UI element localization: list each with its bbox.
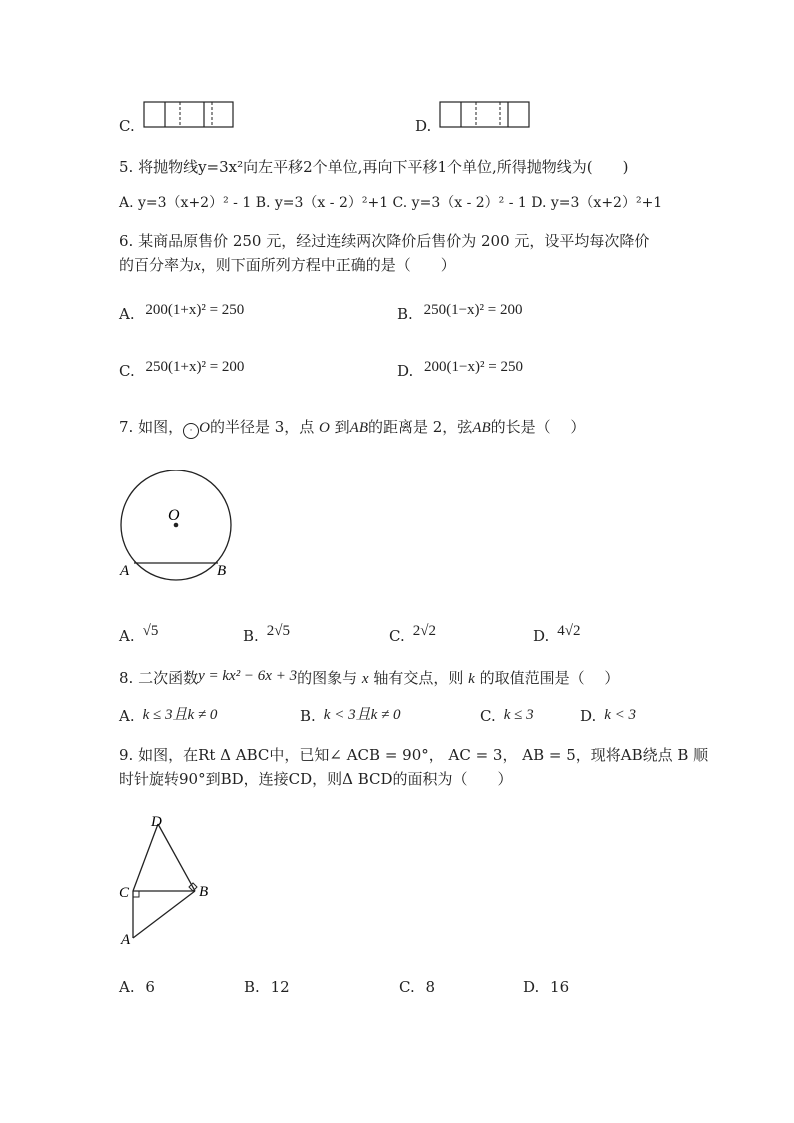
q8-option-c: C. k ≤ 3 (480, 707, 534, 725)
q6-stem-line2: 的百分率为x，则下面所列方程中正确的是（ ） (119, 256, 456, 274)
q9-option-a: A. 6 (119, 978, 155, 996)
q7-circle-figure (114, 470, 244, 585)
q9-fig-label-b: B (199, 884, 209, 900)
circle-o-symbol: · (183, 423, 199, 439)
q9-option-b: B. 12 (244, 978, 290, 996)
q5-stem: 5. 将抛物线y=3x²向左平移2个单位,再向下平移1个单位,所得抛物线为( ) (119, 158, 629, 176)
q5-options: A. y=3（x+2）² - 1 B. y=3（x - 2）²+1 C. y=3（x - 2）² - 1 D. y=3（x+2）²+1 (119, 195, 663, 211)
q6-option-a: A. 200(1+x)² = 250 (119, 302, 245, 323)
q7-fig-label-b: B (217, 563, 227, 579)
q9-option-c: C. 8 (399, 978, 436, 996)
q9-fig-label-a: A (121, 932, 131, 948)
q9-stem-line2: 时针旋转90°到BD，连接CD，则Δ BCD的面积为（ ） (119, 770, 513, 788)
q7-option-b: B. 2√5 (243, 623, 291, 645)
q9-stem-line1: 9. 如图，在Rt Δ ABC中，已知∠ ACB = 90°， AC = 3， AB = 5，现将AB绕点 B 顺 (119, 746, 709, 764)
q8-option-a: A. k ≤ 3且k ≠ 0 (119, 707, 218, 725)
q8-option-d: D. k < 3 (580, 707, 637, 725)
q9-fig-label-c: C (119, 885, 130, 901)
q9-triangle-figure (115, 810, 225, 950)
q4-option-d-figure (439, 101, 531, 129)
q7-option-a: A. √5 (119, 623, 159, 645)
q4-option-c-label: C. (119, 117, 135, 135)
q7-option-d: D. 4√2 (533, 623, 581, 645)
q9-fig-label-d: D (151, 814, 162, 830)
q7-stem: 7. 如图， · O的半径是 3，点 O 到AB的距离是 2，弦AB的长是（ ） (119, 417, 585, 438)
q8-stem: 8. 二次函数y = kx² − 6x + 3的图象与 x 轴有交点，则 k 的取值范围是（ ） (119, 668, 620, 687)
q6-option-b: B. 250(1−x)² = 200 (397, 302, 523, 323)
q4-option-c-figure (143, 101, 235, 129)
q7-fig-label-a: A (120, 563, 130, 579)
q6-option-c: C. 250(1+x)² = 200 (119, 359, 245, 380)
q6-option-d: D. 200(1−x)² = 250 (397, 359, 523, 380)
q7-fig-label-o: O (168, 507, 180, 524)
q9-option-d: D. 16 (523, 978, 570, 996)
q6-stem-line1: 6. 某商品原售价 250 元，经过连续两次降价后售价为 200 元，设平均每次降价 (119, 232, 650, 250)
q4-option-d-label: D. (415, 117, 432, 135)
q7-option-c: C. 2√2 (389, 623, 436, 645)
q8-option-b: B. k < 3且k ≠ 0 (300, 707, 401, 725)
